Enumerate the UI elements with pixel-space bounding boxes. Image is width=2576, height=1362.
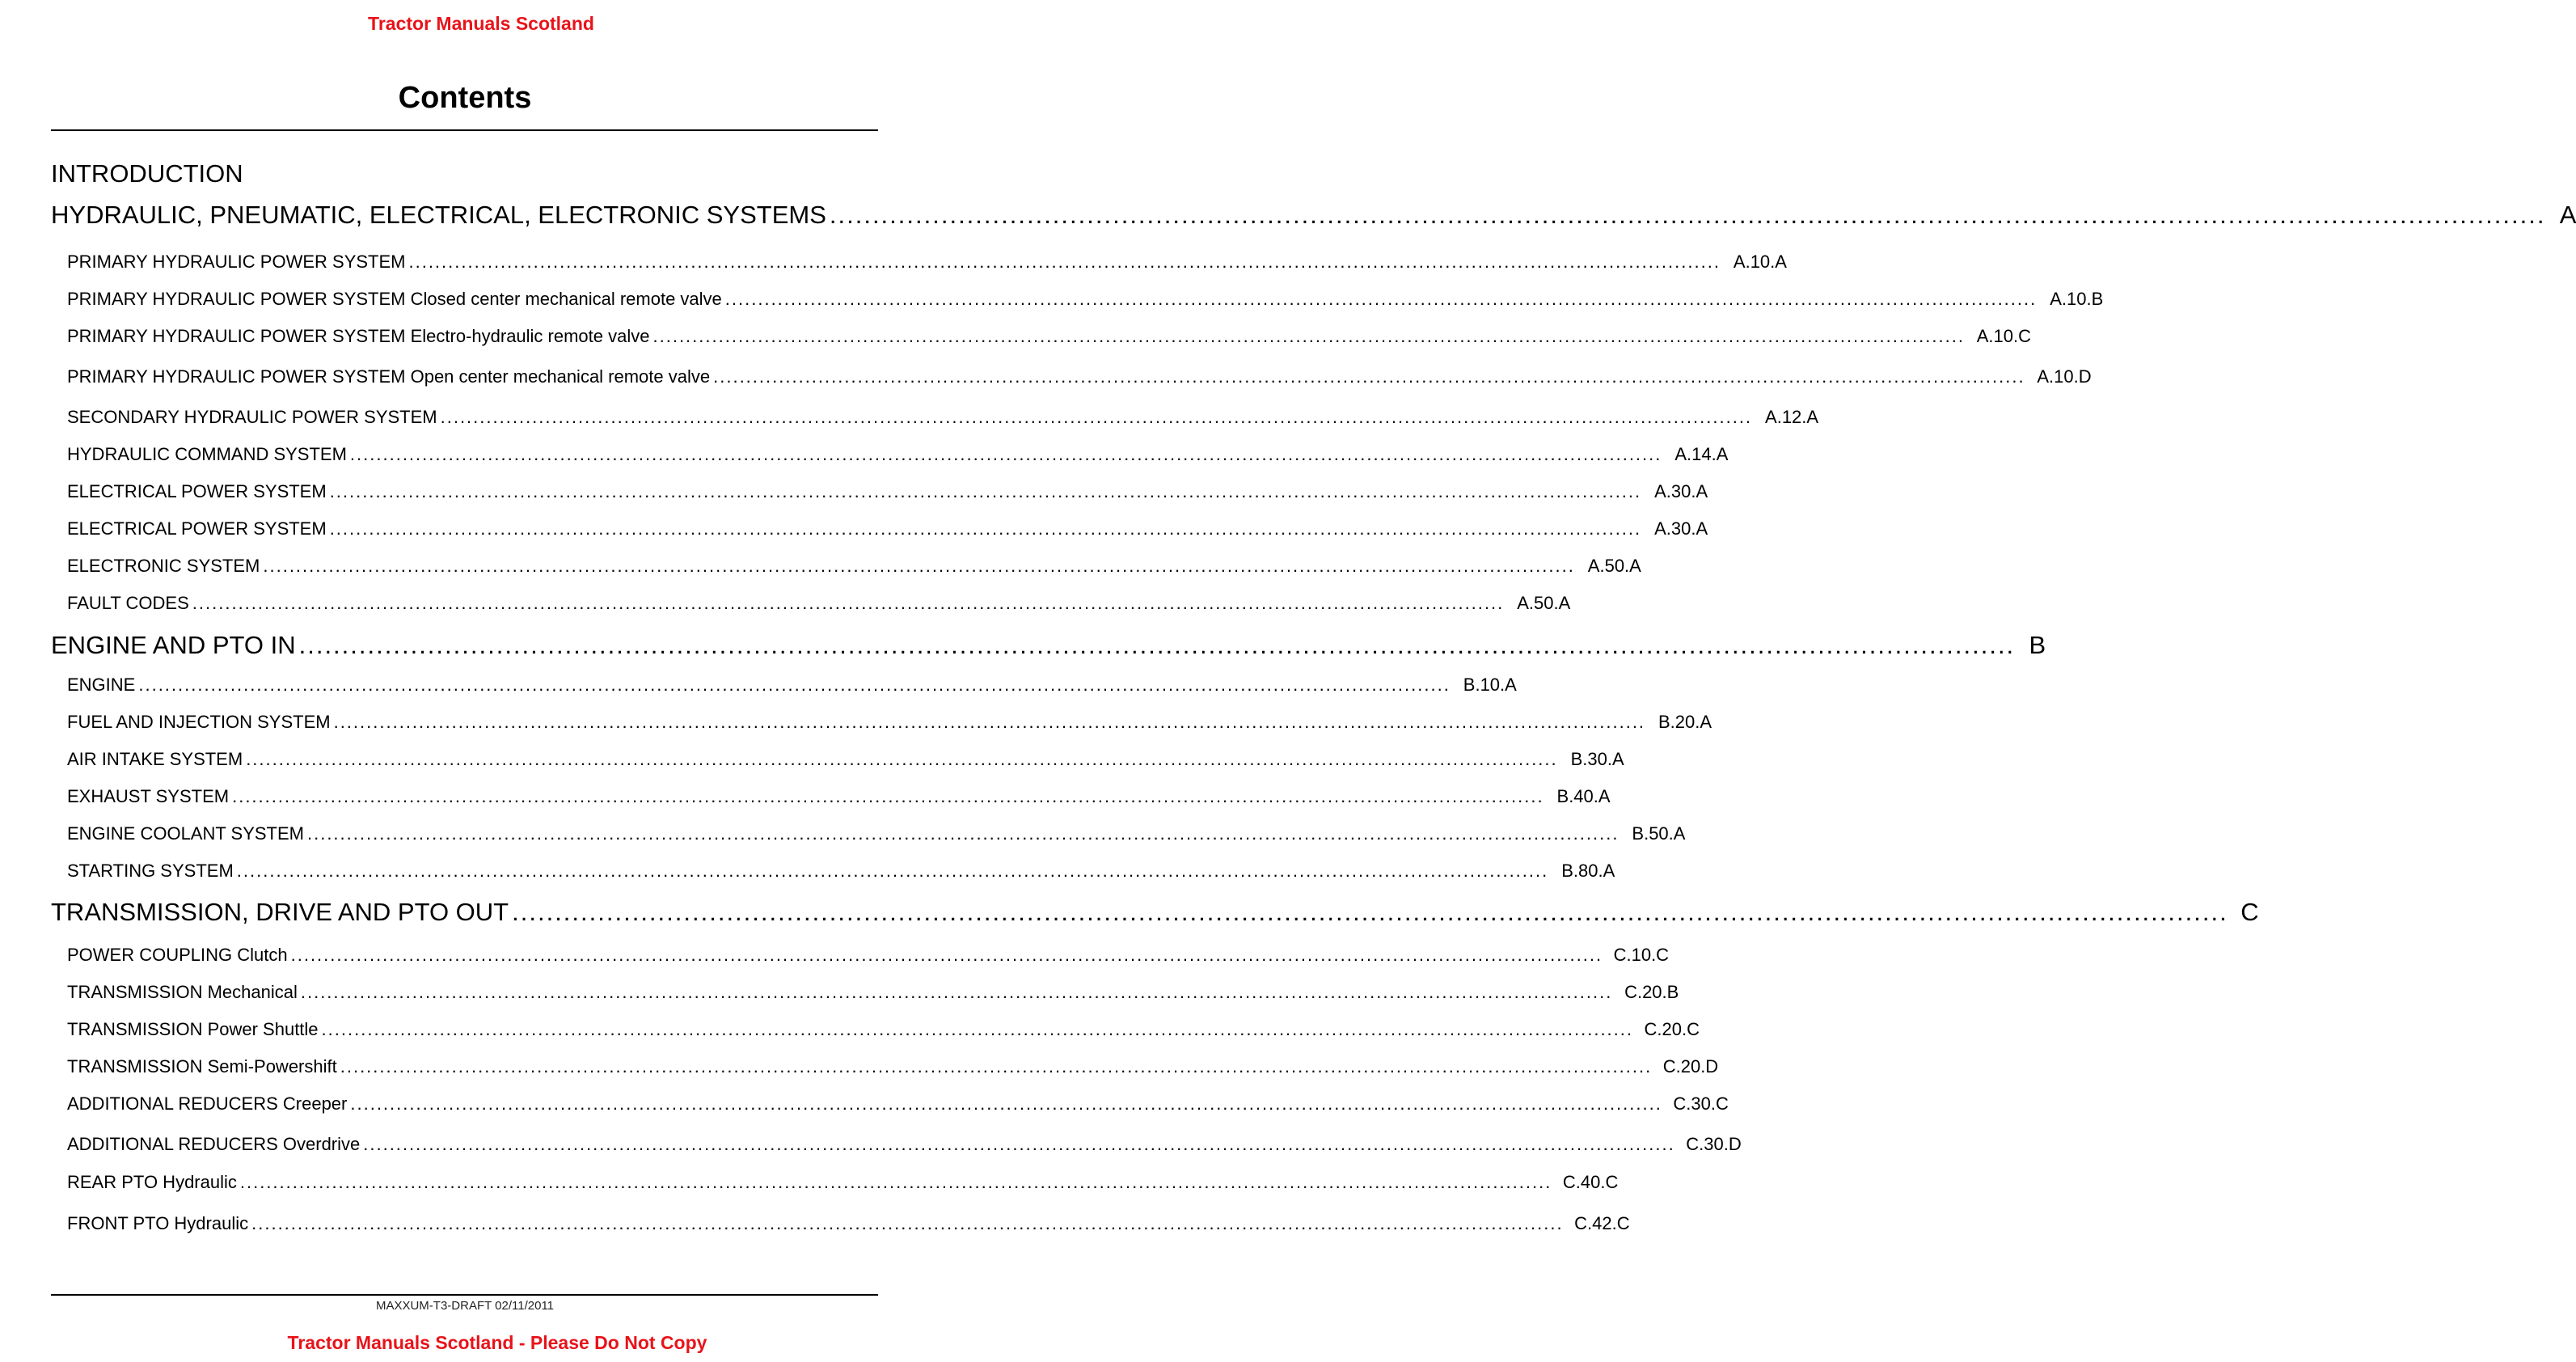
toc-entry[interactable] — [67, 861, 1615, 885]
toc-leader: ........................................................................................................................................................................................................ — [349, 444, 1662, 464]
toc-entry[interactable] — [67, 712, 1712, 736]
toc-section-title: HYDRAULIC, PNEUMATIC, ELECTRICAL, ELECTRONIC SYSTEMS — [51, 201, 826, 229]
toc-entry[interactable] — [67, 982, 1679, 1006]
toc-entry[interactable] — [67, 1019, 1700, 1043]
toc-leader: ........................................................................................................................................................................................................ — [251, 1213, 1564, 1233]
toc-entry-label: PRIMARY HYDRAULIC POWER SYSTEM Closed center mechanical remote valve — [67, 289, 722, 309]
toc-entry[interactable] — [67, 366, 2092, 391]
toc-entry[interactable] — [67, 675, 1517, 699]
toc-entry-label: ENGINE — [67, 675, 136, 695]
toc-entry[interactable] — [67, 1213, 1630, 1237]
toc-leader: ........................................................................................................................................................................................................ — [724, 289, 2038, 309]
toc-entry-code: A.14.A — [1674, 444, 1729, 464]
toc-entry[interactable] — [67, 407, 1819, 431]
toc-section-code: B — [2029, 631, 2046, 659]
toc-entry-code: C.20.C — [1644, 1019, 1700, 1039]
toc-entry[interactable] — [67, 556, 1641, 580]
toc-entry-label: PRIMARY HYDRAULIC POWER SYSTEM — [67, 252, 406, 272]
toc-entry-label: ELECTRICAL POWER SYSTEM — [67, 518, 327, 539]
toc-entry-label: FRONT PTO Hydraulic — [67, 1213, 249, 1233]
toc-entry-label: TRANSMISSION Mechanical — [67, 982, 298, 1002]
toc-entry-code: C.42.C — [1574, 1213, 1630, 1233]
toc-leader: ........................................................................................................................................................................................................ — [652, 326, 1965, 346]
toc-leader: ........................................................................................................................................................................................................ — [713, 366, 2025, 387]
toc-leader: ........................................................................................................................................................................................................ — [829, 201, 2546, 229]
title-divider — [51, 129, 878, 131]
toc-leader: ........................................................................................................................................................................................................ — [192, 593, 1505, 613]
footer-divider — [51, 1294, 878, 1296]
toc-leader: ........................................................................................................................................................................................................ — [329, 481, 1642, 501]
toc-entry-label: POWER COUPLING Clutch — [67, 945, 288, 965]
toc-leader: ........................................................................................................................................................................................................ — [340, 1056, 1653, 1076]
toc-leader: ........................................................................................................................................................................................................ — [440, 407, 1753, 427]
toc-leader: ........................................................................................................................................................................................................ — [263, 556, 1575, 576]
toc-section-a[interactable] — [51, 201, 2576, 233]
toc-entry-code: B.20.A — [1658, 712, 1712, 732]
toc-entry-code: A.10.C — [1976, 326, 2031, 346]
toc-section-c[interactable] — [51, 898, 2259, 930]
toc-leader: ........................................................................................................................................................................................................ — [329, 518, 1642, 539]
toc-entry-code: A.10.A — [1733, 252, 1787, 272]
toc-entry-label: ENGINE COOLANT SYSTEM — [67, 823, 304, 844]
toc-entry-label: EXHAUST SYSTEM — [67, 786, 230, 806]
toc-leader: ........................................................................................................................................................................................................ — [298, 631, 2016, 659]
toc-section-title: ENGINE AND PTO IN — [51, 631, 296, 659]
toc-entry-label: FAULT CODES — [67, 593, 189, 613]
document-id: MAXXUM-T3-DRAFT 02/11/2011 — [375, 1299, 555, 1313]
toc-entry[interactable] — [67, 749, 1624, 773]
toc-entry-label: FUEL AND INJECTION SYSTEM — [67, 712, 331, 732]
toc-leader: ........................................................................................................................................................................................................ — [321, 1019, 1634, 1039]
toc-entry[interactable] — [67, 289, 2104, 313]
toc-entry-label: HYDRAULIC COMMAND SYSTEM — [67, 444, 347, 464]
toc-leader: ........................................................................................................................................................................................................ — [306, 823, 1620, 844]
toc-entry[interactable] — [67, 1172, 1619, 1196]
toc-entry-label: AIR INTAKE SYSTEM — [67, 749, 243, 769]
toc-entry-code: C.30.D — [1686, 1134, 1742, 1154]
toc-leader: ........................................................................................................................................................................................................ — [246, 749, 1558, 769]
toc-entry[interactable] — [67, 786, 1611, 810]
toc-entry[interactable] — [67, 1093, 1729, 1118]
toc-leader: ........................................................................................................................................................................................................ — [239, 1172, 1552, 1192]
toc-entry[interactable] — [67, 518, 1708, 543]
toc-entry-code: A.12.A — [1765, 407, 1819, 427]
toc-entry-code: B.30.A — [1570, 749, 1624, 769]
toc-entry-code: C.10.C — [1613, 945, 1670, 965]
toc-entry-label: ELECTRONIC SYSTEM — [67, 556, 260, 576]
toc-entry-code: A.50.A — [1517, 593, 1571, 613]
toc-leader: ........................................................................................................................................................................................................ — [333, 712, 1646, 732]
toc-entry-code: A.10.D — [2037, 366, 2092, 387]
toc-section-code: A — [2559, 201, 2576, 229]
toc-entry-label: STARTING SYSTEM — [67, 861, 234, 881]
toc-leader: ........................................................................................................................................................................................................ — [232, 786, 1544, 806]
page-title: Contents — [398, 81, 532, 115]
toc-entry-label: ELECTRICAL POWER SYSTEM — [67, 481, 327, 501]
toc-entry-label: ADDITIONAL REDUCERS Overdrive — [67, 1134, 361, 1154]
toc-leader: ........................................................................................................................................................................................................ — [363, 1134, 1675, 1154]
toc-entry-code: C.40.C — [1562, 1172, 1619, 1192]
toc-entry-code: C.30.C — [1673, 1093, 1729, 1114]
toc-entry-code: B.10.A — [1463, 675, 1517, 695]
toc-leader: ........................................................................................................................................................................................................ — [408, 252, 1721, 272]
toc-entry-label: PRIMARY HYDRAULIC POWER SYSTEM Open center mechanical remote valve — [67, 366, 711, 387]
toc-entry-label: TRANSMISSION Semi-Powershift — [67, 1056, 337, 1076]
toc-entry-label: SECONDARY HYDRAULIC POWER SYSTEM — [67, 407, 437, 427]
toc-entry[interactable] — [67, 481, 1708, 505]
toc-section-title: TRANSMISSION, DRIVE AND PTO OUT — [51, 898, 509, 926]
toc-leader: ........................................................................................................................................................................................................ — [138, 675, 1451, 695]
watermark-top: Tractor Manuals Scotland — [368, 13, 594, 34]
toc-entry[interactable] — [67, 326, 2031, 350]
toc-entry-label: TRANSMISSION Power Shuttle — [67, 1019, 319, 1039]
toc-entry[interactable] — [67, 252, 1787, 276]
toc-section-introduction[interactable]: INTRODUCTION — [51, 159, 243, 188]
toc-entry[interactable] — [67, 1056, 1719, 1081]
watermark-bottom: Tractor Manuals Scotland - Please Do Not Copy — [287, 1332, 707, 1353]
toc-leader: ........................................................................................................................................................................................................ — [290, 945, 1603, 965]
toc-entry[interactable] — [67, 823, 1686, 848]
toc-entry-code: A.10.B — [2050, 289, 2104, 309]
toc-section-code: C — [2240, 898, 2259, 926]
toc-entry-code: A.50.A — [1587, 556, 1641, 576]
toc-entry-code: B.40.A — [1556, 786, 1611, 806]
toc-entry-label: PRIMARY HYDRAULIC POWER SYSTEM Electro-hydraulic remote valve — [67, 326, 650, 346]
toc-entry[interactable] — [67, 444, 1729, 468]
toc-entry-code: A.30.A — [1654, 481, 1708, 501]
toc-entry-code: C.20.D — [1662, 1056, 1719, 1076]
toc-leader: ........................................................................................................................................................................................................ — [300, 982, 1613, 1002]
toc-entry[interactable] — [67, 945, 1670, 969]
toc-entry-label: ADDITIONAL REDUCERS Creeper — [67, 1093, 348, 1114]
toc-section-b[interactable] — [51, 631, 2046, 663]
toc-entry-code: A.30.A — [1654, 518, 1708, 539]
toc-entry-code: C.20.B — [1624, 982, 1679, 1002]
toc-leader: ........................................................................................................................................................................................................ — [236, 861, 1549, 881]
toc-leader: ........................................................................................................................................................................................................ — [512, 898, 2228, 926]
toc-entry-label: REAR PTO Hydraulic — [67, 1172, 237, 1192]
toc-entry-code: B.80.A — [1561, 861, 1615, 881]
toc-entry[interactable] — [67, 1134, 1742, 1158]
toc-entry-code: B.50.A — [1632, 823, 1686, 844]
toc-leader: ........................................................................................................................................................................................................ — [350, 1093, 1662, 1114]
toc-entry[interactable] — [67, 593, 1571, 617]
